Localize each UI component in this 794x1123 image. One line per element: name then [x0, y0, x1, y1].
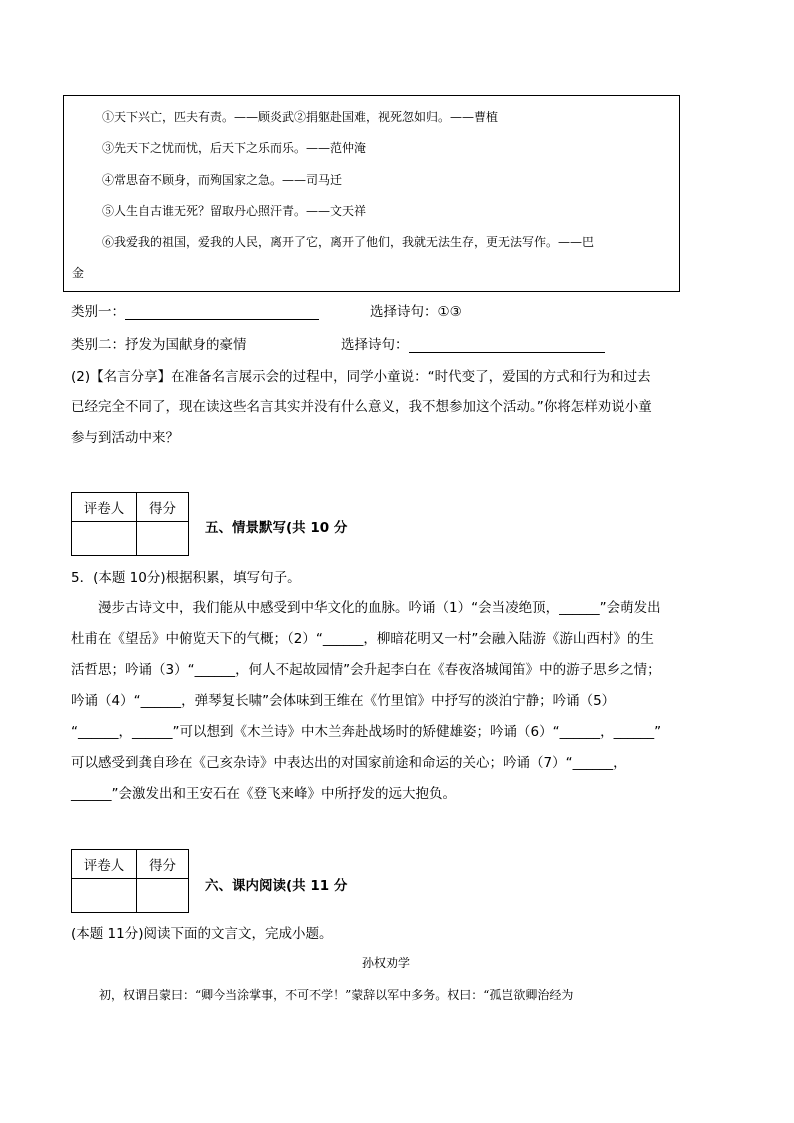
section-5-line-1: 漫步古诗文中，我们能从中感受到中华文化的血脉。吟诵（1）“会当凌绝顶，______”会萌发出: [98, 600, 661, 616]
section-5-line-3: 活哲思；吟诵（3）“______，何人不起故园情”会升起李白在《春夜洛城闻笛》中的游子思乡之情；: [71, 662, 661, 678]
q2-line-1: (2)【名言分享】在准备名言展示会的过程中，同学小童说：“时代变了，爱国的方式和行为和过去: [71, 369, 651, 385]
reviewer-cell[interactable]: [72, 522, 137, 556]
reviewer-header: 评卷人: [72, 493, 137, 522]
score-table-6: [71, 849, 189, 913]
quote-line-4: ⑤人生自古谁无死？留取丹心照汗青。——文天祥: [102, 204, 367, 218]
score-header: 得分: [137, 850, 189, 879]
category-one-select: 选择诗句：①③: [370, 304, 462, 320]
q2-line-2: 已经完全不同了，现在读这些名言其实并没有什么意义，我不想参加这个活动。”你将怎样劝说小童: [71, 399, 652, 415]
reviewer-header: 评卷人: [72, 850, 137, 879]
category-two-select-label: 选择诗句：: [341, 337, 409, 353]
section-5-title: 五、情景默写(共 10 分: [205, 520, 348, 536]
category-one-label: 类别一：: [71, 304, 125, 320]
score-cell[interactable]: [137, 522, 189, 556]
passage-title: 孙权劝学: [362, 956, 411, 970]
reviewer-cell[interactable]: [72, 879, 137, 913]
passage-line-1: 初，权谓吕蒙曰：“卿今当涂掌事，不可不学！”蒙辞以军中多务。权曰：“孤岂欲卿治经为: [99, 988, 574, 1002]
quote-line-3: ④常思奋不顾身，而殉国家之急。——司马迁: [102, 173, 343, 187]
category-one-row: [71, 300, 319, 320]
score-header: 得分: [137, 493, 189, 522]
section-5-question: 5．(本题 10分)根据积累，填写句子。: [71, 570, 301, 586]
section-5-line-2: 杜甫在《望岳》中俯览天下的气概；（2）“______，柳暗花明又一村”会融入陆游《游山西村》的生: [71, 631, 654, 647]
section-5-line-7: ______”会激发出和王安石在《登飞来峰》中所抒发的远大抱负。: [71, 786, 456, 802]
section-5-line-5: “______，______”可以想到《木兰诗》中木兰奔赴战场时的矫健雄姿；吟诵（6）“______，______”: [71, 724, 662, 740]
section-5-line-6: 可以感受到龚自珍在《己亥杂诗》中表达出的对国家前途和命运的关心；吟诵（7）“______，: [71, 755, 627, 771]
quote-line-1: ①天下兴亡，匹夫有责。——顾炎武②捐躯赴国难，视死忽如归。——曹植: [102, 110, 499, 124]
section-5-line-4: 吟诵（4）“______，弹琴复长啸”会体味到王维在《竹里馆》中抒写的淡泊宁静；吟诵（5）: [71, 693, 616, 709]
category-two-select-blank[interactable]: [409, 351, 605, 353]
score-table-5: [71, 492, 189, 556]
quote-line-2: ③先天下之忧而忧，后天下之乐而乐。——范仲淹: [102, 141, 367, 155]
category-two-select-row: [341, 333, 605, 353]
quotes-box: [63, 95, 680, 292]
section-6-title: 六、课内阅读(共 11 分: [205, 878, 348, 894]
category-one-blank[interactable]: [125, 318, 319, 320]
category-two-label: 类别二：抒发为国献身的豪情: [71, 337, 247, 353]
quote-line-5: ⑥我爱我的祖国，爱我的人民，离开了它，离开了他们，我就无法生存，更无法写作。——巴: [102, 235, 595, 249]
section-6-question: (本题 11分)阅读下面的文言文，完成小题。: [71, 926, 333, 942]
quote-line-6: 金: [72, 266, 85, 280]
score-cell[interactable]: [137, 879, 189, 913]
q2-line-3: 参与到活动中来？: [71, 430, 179, 446]
